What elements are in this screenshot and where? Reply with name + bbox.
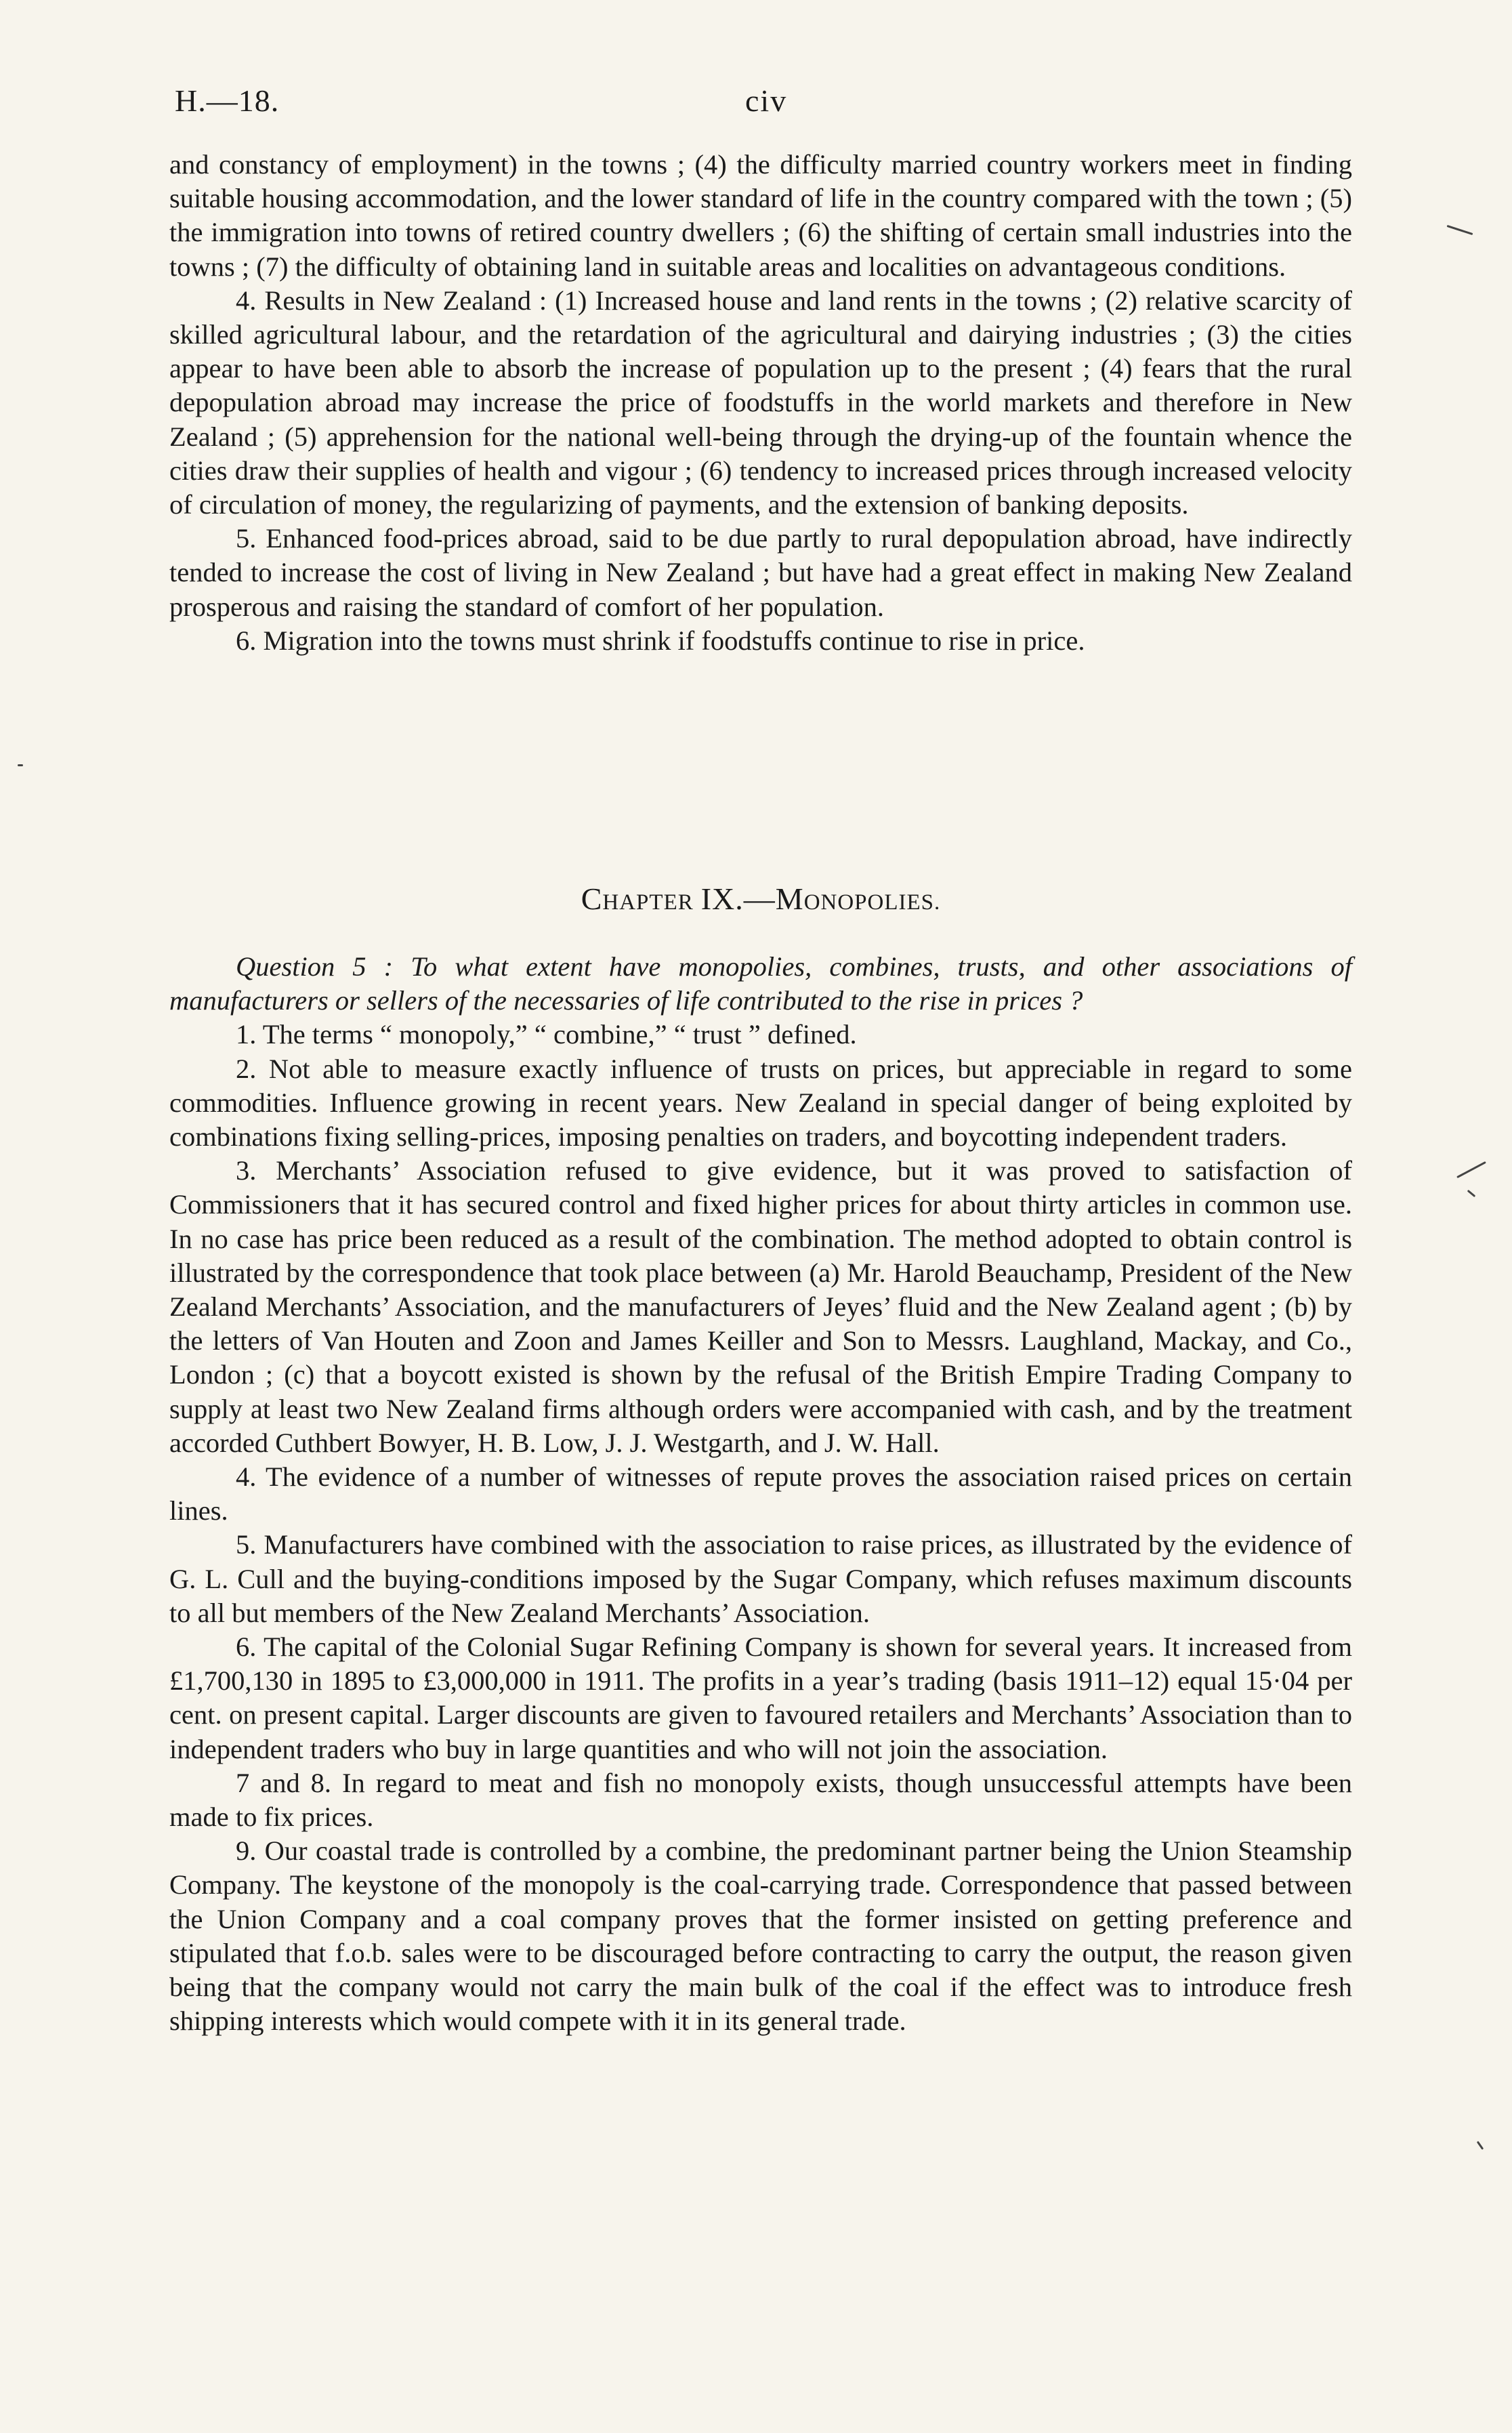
chapter-point-5: 5. Manufacturers have combined with the association to raise prices, as illustrated by the evidence of G. L. Cull and the buying-conditions imposed by the Sugar Company, which refuses maximum discounts to all but members of the New Zealand Merchants’ Association. bbox=[169, 1529, 1352, 1628]
chapter-heading bbox=[169, 881, 1352, 917]
scan-mark bbox=[18, 764, 23, 766]
chapter-point-4: 4. The evidence of a number of witnesses of repute proves the association raised prices on certain lines. bbox=[169, 1461, 1352, 1526]
intro-section bbox=[169, 148, 1352, 658]
scan-mark bbox=[1477, 2141, 1484, 2150]
chapter-point-6: 6. The capital of the Colonial Sugar Refining Company is shown for several years. It increased from £1,700,130 in 1895 to £3,000,000 in 1911. The profits in a year’s trading (basis 1911–12) equal 15·04 per cent. on present capital. Larger discounts are given to favoured retailers and Merchants’ Association than to independent traders who buy in large quantities and who will not join the association. bbox=[169, 1631, 1352, 1764]
scan-mark bbox=[1467, 1190, 1476, 1197]
point-5-food-prices: 5. Enhanced food-prices abroad, said to be due partly to rural depopulation abroad, have indirectly tended to increase the cost of living in New Zealand ; but have had a great effect in making New Zealand prosperous and raising the standard of comfort of her population. bbox=[169, 523, 1352, 622]
page-number: civ bbox=[745, 83, 788, 118]
chapter-title-rest: ONOPOLIES. bbox=[803, 890, 941, 915]
scan-mark bbox=[1447, 225, 1473, 235]
chapter-point-3: 3. Merchants’ Association refused to give evidence, but it was proved to satisfaction of Commissioners that it has secured control and fixed higher prices for about thirty articles in common use. In no case has price been reduced as a result of the combination. The method adopted to obtain control is illustrated by the correspondence that took place between (a) Mr. Harold Beauchamp, President of the New Zealand Merchants’ Association, and the manufacturers of Jeyes’ fluid and the New Zealand agent ; (b) by the letters of Van Houten and Zoon and James Keiller and Son to Messrs. Laughland, Mackay, and Co., London ; (c) that a boycott existed is shown by the refusal of the British Empire Trading Company to supply at least two New Zealand firms although orders were accompanied with cash, and by the treatment accorded Cuthbert Bowyer, H. B. Low, J. J. Westgarth, and J. W. Hall. bbox=[169, 1155, 1352, 1458]
chapter-point-9: 9. Our coastal trade is controlled by a combine, the predominant partner being the Union Steamship Company. The keystone of the monopoly is the coal-carrying trade. Correspondence that passed between the Union Company and a coal company proves that the former insisted on getting preference and stipulated that f.o.b. sales were to be discouraged before contracting to carry the output, the reason given being that the company would not carry the main bulk of the coal if the effect was to introduce fresh shipping interests which would compete with it in its general trade. bbox=[169, 1835, 1352, 2037]
chapter-title-initial: M bbox=[775, 881, 804, 916]
scan-mark bbox=[1456, 1161, 1486, 1178]
paragraph-continuation: and constancy of employment) in the towns ; (4) the difficulty married country workers meet in finding suitable housing accommodation, and the lower standard of life in the country compared with the town ; (5) the immigration into towns of retired country dwellers ; (6) the shifting of certain small industries into the towns ; (7) the difficulty of obtaining land in suitable areas and localities on advantageous conditions. bbox=[169, 149, 1352, 282]
chapter-label-rest: HAPTER bbox=[602, 890, 694, 915]
point-4-results: 4. Results in New Zealand : (1) Increased house and land rents in the towns ; (2) relative scarcity of skilled agricultural labour, and the retardation of the agricultural and dairying industries ; (3) the cities appear to have been able to absorb the increase of population up to the present ; (4) fears that the rural depopulation abroad may increase the price of foodstuffs in the world markets and therefore in New Zealand ; (5) apprehension for the national well-being through the drying-up of the fountain whence the cities draw their supplies of health and vigour ; (6) tendency to increased prices through increased velocity of circulation of money, the regularizing of payments, and the extension of banking deposits. bbox=[169, 285, 1352, 520]
question-5: Question 5 : To what extent have monopolies, combines, trusts, and other associations of manufacturers or sellers of the necessaries of life contributed to the rise in prices ? bbox=[169, 951, 1352, 1016]
point-6-migration: 6. Migration into the towns must shrink if foodstuffs continue to rise in price. bbox=[236, 625, 1085, 656]
chapter-number: IX.— bbox=[700, 881, 776, 916]
chapter-body bbox=[169, 950, 1352, 2039]
chapter-label-initial: C bbox=[581, 881, 603, 916]
chapter-point-2: 2. Not able to measure exactly influence of trusts on prices, but appreciable in regard to some commodities. Influence growing in recent years. New Zealand in special danger of being exploited by combinations fixing selling-prices, imposing penalties on traders, and boycotting independent traders. bbox=[169, 1053, 1352, 1152]
chapter-point-1: 1. The terms “ monopoly,” “ combine,” “ trust ” defined. bbox=[236, 1019, 857, 1050]
chapter-point-7-8: 7 and 8. In regard to meat and fish no monopoly exists, though unsuccessful attempts have been made to fix prices. bbox=[169, 1767, 1352, 1833]
document-reference: H.—18. bbox=[175, 83, 280, 118]
